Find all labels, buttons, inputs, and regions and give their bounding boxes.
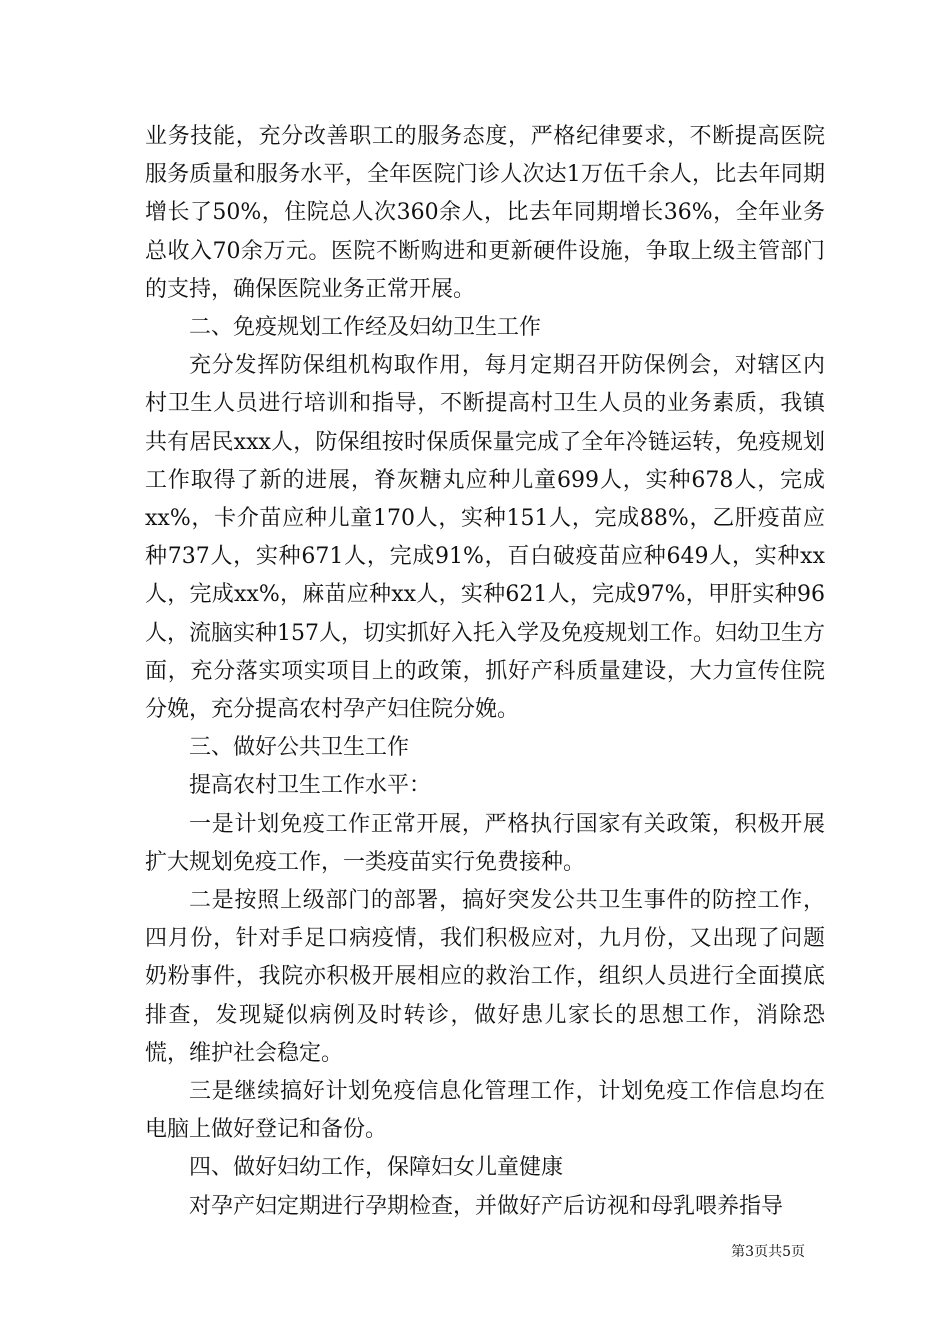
paragraph-10: 对孕产妇定期进行孕期检查，并做好产后访视和母乳喂养指导 [189, 1193, 784, 1219]
section-heading-9: 四、做好妇幼工作，保障妇女儿童健康 [189, 1155, 564, 1181]
paragraph-3: 充分发挥防保组机构取作用，每月定期召开防保例会，对辖区内村卫生人员进行培训和指导，不断提高村卫生人员的业务素质，我镇共有居民xxx人，防保组按时保质保量完成了全年冷链运转，免疫规划工作取得了新的进展，脊灰糖丸应种儿童699人，实种678人，完成xx%，卡介苗应种儿童170人，实种151人，完成88%，乙肝疫苗应种737人，实种671人，完成91%，百白破疫苗应种649人，实种xx人，完成xx%，麻苗应种xx人，实种621人，完成97%，甲肝实种96人，流脑实种157人，切实抓好入托入学及免疫规划工作。妇幼卫生方面，充分落实项实项目上的政策，抓好产科质量建设，大力宣传住院分娩，充分提高农村孕产妇住院分娩。 [145, 353, 825, 723]
section-heading-4: 三、做好公共卫生工作 [189, 735, 410, 761]
document-body [145, 118, 825, 1226]
paragraph-1: 业务技能，充分改善职工的服务态度，严格纪律要求，不断提高医院服务质量和服务水平，全年医院门诊人次达1万伍千余人，比去年同期增长了50%，住院总人次360余人，比去年同期增长36%，全年业务总收入70余万元。医院不断购进和更新硬件设施，争取上级主管部门的支持，确保医院业务正常开展。 [145, 124, 825, 302]
paragraph-6: 一是计划免疫工作正常开展，严格执行国家有关政策，积极开展扩大规划免疫工作，一类疫苗实行免费接种。 [145, 811, 825, 875]
page-number-footer: 第3页共5页 [731, 1244, 805, 1260]
paragraph-5: 提高农村卫生工作水平： [189, 773, 432, 799]
section-heading-2: 二、免疫规划工作经及妇幼卫生工作 [189, 315, 542, 341]
paragraph-8: 三是继续搞好计划免疫信息化管理工作，计划免疫工作信息均在电脑上做好登记和备份。 [145, 1079, 825, 1143]
paragraph-7: 二是按照上级部门的部署，搞好突发公共卫生事件的防控工作，四月份，针对手足口病疫情，我们积极应对，九月份，又出现了问题奶粉事件，我院亦积极开展相应的救治工作，组织人员进行全面摸底排查，发现疑似病例及时转诊，做好患儿家长的思想工作，消除恐慌，维护社会稳定。 [145, 888, 825, 1066]
